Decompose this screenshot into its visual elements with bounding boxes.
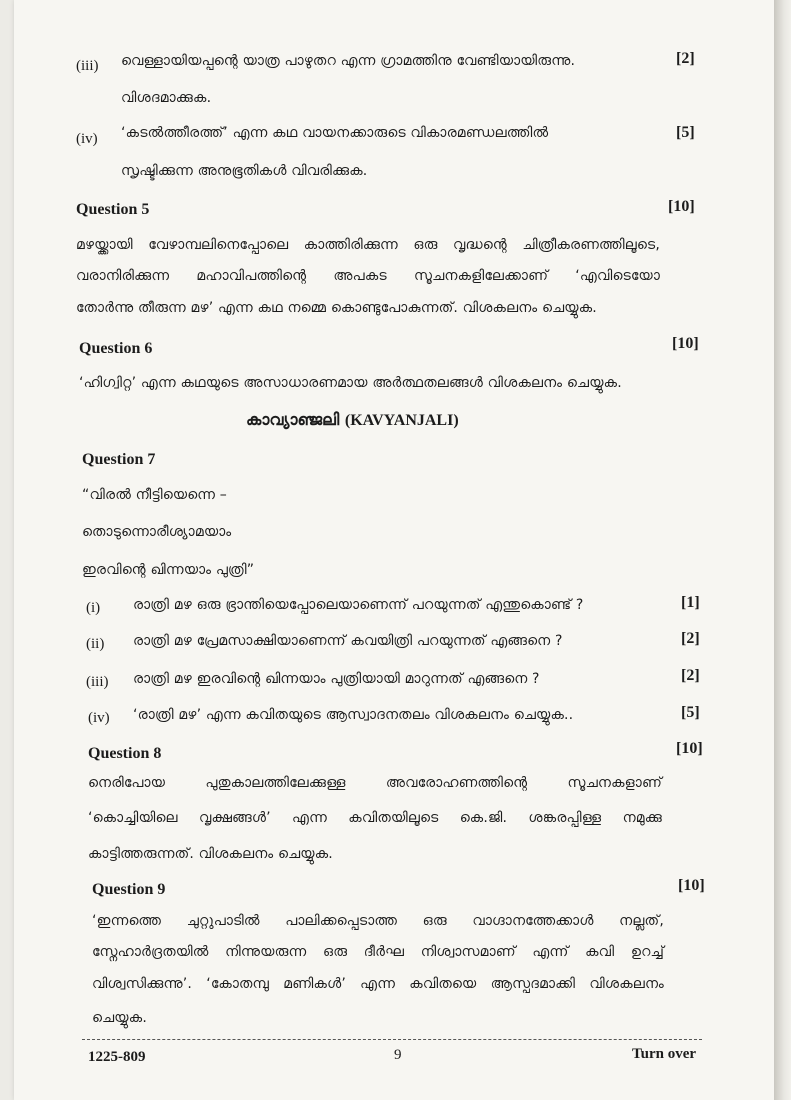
- section-heading-latin: (KAVYANJALI): [344, 412, 459, 429]
- page-number: 9: [394, 1047, 402, 1063]
- section-heading-malayalam: കാവ്യാഞ്ജലി: [246, 410, 340, 429]
- question-7-sub-iv-text: ‘രാത്രി മഴ’ എന്ന കവിതയുടെ ആസ്വാദനതലം വിശകലനം ചെയ്യുക..: [133, 707, 574, 723]
- subq-iv-marks: [5]: [676, 124, 695, 141]
- question-9-line3: വിശ്വസിക്കുന്നു’. ‘കോതമ്പു മണികൾ’ എന്ന കവിതയെ ആസ്പദമാക്കി വിശകലനം: [92, 976, 664, 992]
- question-8-marks: [10]: [676, 740, 703, 757]
- question-7-quote-line2: തൊടുന്നൊരീശ്യാമയാം: [82, 524, 232, 540]
- question-5-line1: മഴയ്ക്കായി വേഴാമ്പലിനെപ്പോലെ കാത്തിരിക്കുന്ന ഒരു വൃദ്ധന്റെ ചിത്രീകരണത്തിലൂടെ,: [76, 237, 660, 253]
- question-7-sub-iii-marks: [2]: [681, 667, 700, 684]
- question-7-sub-iii-number: (iii): [86, 674, 109, 690]
- subq-iv-text-line1: ‘കടൽത്തീരത്ത്’ എന്ന കഥ വായനക്കാരുടെ വികാരമണ്ഡലത്തിൽ: [121, 125, 549, 141]
- paper-code: 1225-809: [88, 1049, 146, 1065]
- subq-iv-number: (iv): [76, 131, 98, 147]
- question-9-line2: സ്നേഹാർദ്രതയിൽ നിന്നുയരുന്ന ഒരു ദീർഘ നിശ്വാസമാണ് എന്ന് കവി ഉറച്ച്: [92, 944, 664, 960]
- question-7-sub-iv-marks: [5]: [681, 704, 700, 721]
- question-6-text: ‘ഹിഗ്വിറ്റ’ എന്ന കഥയുടെ അസാധാരണമായ അർത്ഥതലങ്ങൾ വിശകലനം ചെയ്യുക.: [79, 375, 622, 391]
- question-7-sub-ii-number: (ii): [86, 636, 105, 652]
- question-7-sub-i-number: (i): [86, 600, 101, 616]
- subq-iii-text-line2: വിശദമാക്കുക.: [121, 90, 212, 106]
- question-6-marks: [10]: [672, 335, 699, 352]
- question-7-quote-line1: “വിരൽ നീട്ടിയെന്നെ –: [82, 487, 227, 503]
- question-7-quote-line3: ഇരവിന്റെ ഖിന്നയാം പുത്രി”: [82, 562, 255, 578]
- subq-iii-text-line1: വെള്ളായിയപ്പന്റെ യാത്ര പാഴുതറ എന്ന ഗ്രാമത്തിനു വേണ്ടിയായിരുന്നു.: [121, 53, 576, 69]
- turn-over-label: Turn over: [632, 1046, 697, 1062]
- footer-divider: [82, 1039, 702, 1040]
- question-9-line1: ‘ഇന്നത്തെ ചുറ്റുപാടിൽ പാലിക്കപ്പെടാത്ത ഒരു വാഗ്ദാനത്തേക്കാൾ നല്ലത്,: [92, 913, 664, 929]
- question-8-line1: നെരിപോയ പുതുകാലത്തിലേക്കുള്ള അവരോഹണത്തിന്റെ സൂചനകളാണ്: [88, 775, 662, 791]
- question-9-line4: ചെയ്യുക.: [92, 1010, 147, 1026]
- subq-iii-marks: [2]: [676, 50, 695, 67]
- question-7-sub-iv-number: (iv): [88, 710, 110, 726]
- question-9-marks: [10]: [678, 877, 705, 894]
- question-5-marks: [10]: [668, 198, 695, 215]
- question-8-line2: ‘കൊച്ചിയിലെ വൃക്ഷങ്ങൾ’ എന്ന കവിതയിലൂടെ കെ.ജി. ശങ്കരപ്പിള്ള നമുക്കു: [88, 810, 662, 826]
- question-8-line3: കാട്ടിത്തരുന്നത്. വിശകലനം ചെയ്യുക.: [88, 846, 333, 862]
- question-5-title: Question 5: [76, 201, 150, 218]
- subq-iv-text-line2: സൃഷ്ടിക്കുന്ന അനുഭൂതികൾ വിവരിക്കുക.: [121, 163, 368, 179]
- question-8-title: Question 8: [88, 745, 162, 762]
- question-9-title: Question 9: [92, 881, 166, 898]
- page-edge-shadow: [774, 0, 791, 1100]
- question-7-title: Question 7: [82, 451, 156, 468]
- question-7-sub-ii-text: രാത്രി മഴ പ്രേമസാക്ഷിയാണെന്ന് കവയിത്രി പറയുന്നത് എങ്ങനെ ?: [133, 633, 563, 649]
- question-6-title: Question 6: [79, 340, 153, 357]
- subq-iii-number: (iii): [76, 58, 99, 74]
- question-7-sub-i-text: രാത്രി മഴ ഒരു ഭ്രാന്തിയെപ്പോലെയാണെന്ന് പറയുന്നത് എന്തുകൊണ്ട് ?: [133, 597, 584, 613]
- question-7-sub-iii-text: രാത്രി മഴ ഇരവിന്റെ ഖിന്നയാം പുത്രിയായി മാറുന്നത് എങ്ങനെ ?: [133, 671, 540, 687]
- question-7-sub-ii-marks: [2]: [681, 630, 700, 647]
- section-heading: [246, 410, 459, 430]
- question-7-sub-i-marks: [1]: [681, 594, 700, 611]
- question-5-line3: തോർന്നു തീരുന്ന മഴ’ എന്ന കഥ നമ്മെ കൊണ്ടുപോകുന്നത്. വിശകലനം ചെയ്യുക.: [76, 300, 597, 316]
- question-5-line2: വരാനിരിക്കുന്ന മഹാവിപത്തിന്റെ അപകട സൂചനകളിലേക്കാണ് ‘എവിടെയോ: [76, 268, 660, 284]
